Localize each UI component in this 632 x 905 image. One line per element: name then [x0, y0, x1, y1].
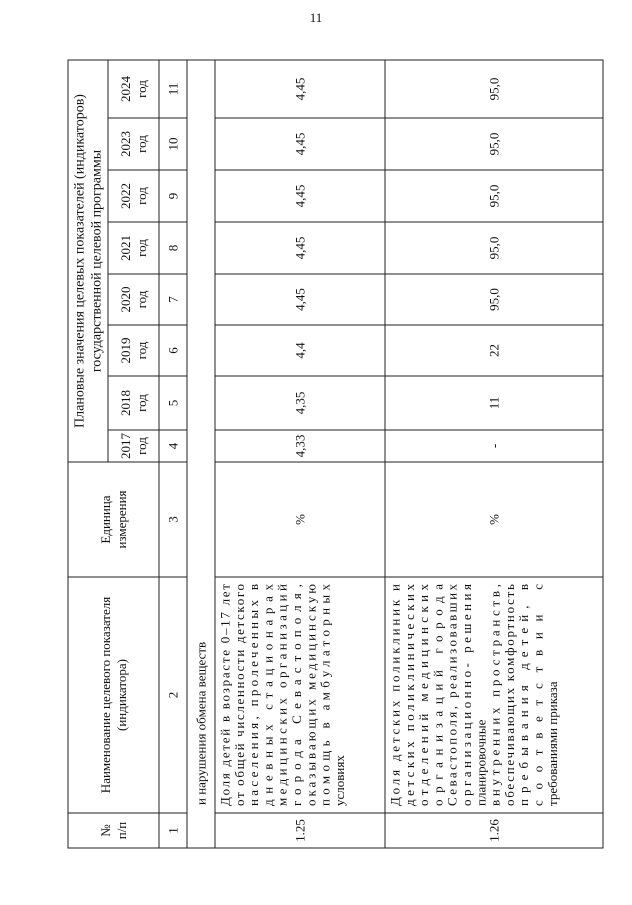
value-cell: 4,45 [292, 184, 308, 208]
header-year-label: год [134, 135, 149, 153]
header-year-label: 2020 [118, 286, 133, 313]
indicator-name-line: населения, пролеченных в [246, 584, 262, 806]
header-year-label: 2022 [118, 183, 133, 209]
value-cell: 4,45 [292, 236, 308, 260]
unit-cell: % [486, 514, 502, 525]
indicator-name-line: медицинских организаций [274, 584, 290, 806]
continuation-text: и нарушения обмена веществ [193, 641, 209, 805]
value-cell: 4,33 [292, 434, 308, 458]
row-number: 1.26 [486, 819, 502, 842]
indicator-name-line: Доля детей в возрасте 0–17 лет [217, 584, 233, 806]
value-cell: 95,0 [486, 288, 502, 311]
value-cell: 4,45 [292, 77, 308, 101]
indicator-name-line: планировочные [473, 719, 489, 806]
index-cell: 1 [165, 827, 181, 834]
index-cell: 2 [165, 691, 181, 699]
indicator-name-line: требованиями приказа [544, 681, 560, 806]
header-planned-label: Плановые значения целевых показателей (индикаторов) [72, 94, 88, 428]
indicator-name-line: внутренних пространств, [487, 584, 503, 806]
header-name-label: (индикатора) [114, 659, 129, 731]
table-texts [73, 76, 560, 842]
header-num-label: п/п [114, 821, 129, 840]
header-year-label: год [134, 80, 149, 98]
indicator-name-line: Севастополя, реализовавших [444, 584, 460, 806]
index-cell: 11 [165, 82, 181, 96]
header-year-label: 2023 [118, 131, 133, 157]
indicator-name-line: соответствии с [530, 584, 546, 806]
header-year-label: год [134, 239, 149, 257]
index-cell: 9 [165, 192, 181, 200]
indicator-name-line: помощь в амбулаторных [317, 584, 333, 806]
value-cell: 95,0 [486, 77, 502, 101]
indicator-name-line: обеспечивающих комфортность [501, 584, 517, 806]
indicator-name-line: детских поликлинических [401, 584, 417, 806]
index-cell: 8 [165, 244, 181, 252]
value-cell: 4,45 [292, 288, 308, 311]
header-unit-label: измерения [114, 490, 129, 549]
value-cell: 22 [486, 344, 502, 357]
value-cell: 4,4 [292, 342, 308, 359]
header-year-label: год [134, 341, 149, 360]
indicator-name-line: организаций города [430, 584, 446, 806]
header-planned-label: государственной целевой программы [89, 149, 105, 373]
index-cell: 10 [165, 137, 181, 151]
page-number: 11 [309, 10, 323, 25]
indicator-name-line: от общей численности детского [231, 584, 247, 806]
value-cell: 95,0 [486, 184, 502, 208]
index-cell: 7 [165, 296, 181, 303]
header-year-label: год [134, 394, 149, 412]
header-year-label: 2024 [118, 76, 133, 102]
indicator-name-line: дневных стационарах [260, 584, 276, 806]
value-cell: - [486, 443, 502, 449]
header-year-label: 2021 [118, 235, 133, 261]
value-cell: 95,0 [486, 236, 502, 260]
value-cell: 4,35 [292, 391, 308, 415]
index-cell: 3 [165, 516, 181, 523]
header-year-label: 2017 [118, 433, 133, 459]
indicator-name-line: условиях [331, 755, 347, 806]
header-year-label: 2018 [118, 390, 133, 416]
unit-cell: % [292, 514, 308, 525]
index-cell: 6 [165, 347, 181, 354]
row-number: 1.25 [292, 819, 308, 842]
indicator-name-line: пребывания детей, в [516, 584, 532, 806]
index-cell: 4 [165, 442, 181, 450]
indicator-name-line: организационно- решения [459, 584, 474, 806]
value-cell: 4,45 [292, 132, 308, 156]
value-cell: 95,0 [486, 132, 502, 156]
header-name-label: Наименование целевого показателя [98, 596, 113, 794]
header-num-label: № [98, 824, 113, 837]
header-year-label: 2019 [118, 337, 133, 364]
value-cell: 11 [486, 396, 502, 410]
header-year-label: год [134, 187, 149, 205]
indicator-name-line: отделений медицинских [416, 584, 432, 806]
index-cell: 5 [165, 399, 181, 407]
header-year-label: год [134, 437, 149, 455]
indicator-name-line: Доля детских поликлиник и [387, 584, 403, 806]
indicator-name-line: оказывающих медицинскую [303, 584, 319, 806]
indicator-name-line: города Севастополя, [289, 584, 304, 806]
header-year-label: год [134, 290, 149, 309]
header-unit-label: Единица [98, 495, 113, 544]
